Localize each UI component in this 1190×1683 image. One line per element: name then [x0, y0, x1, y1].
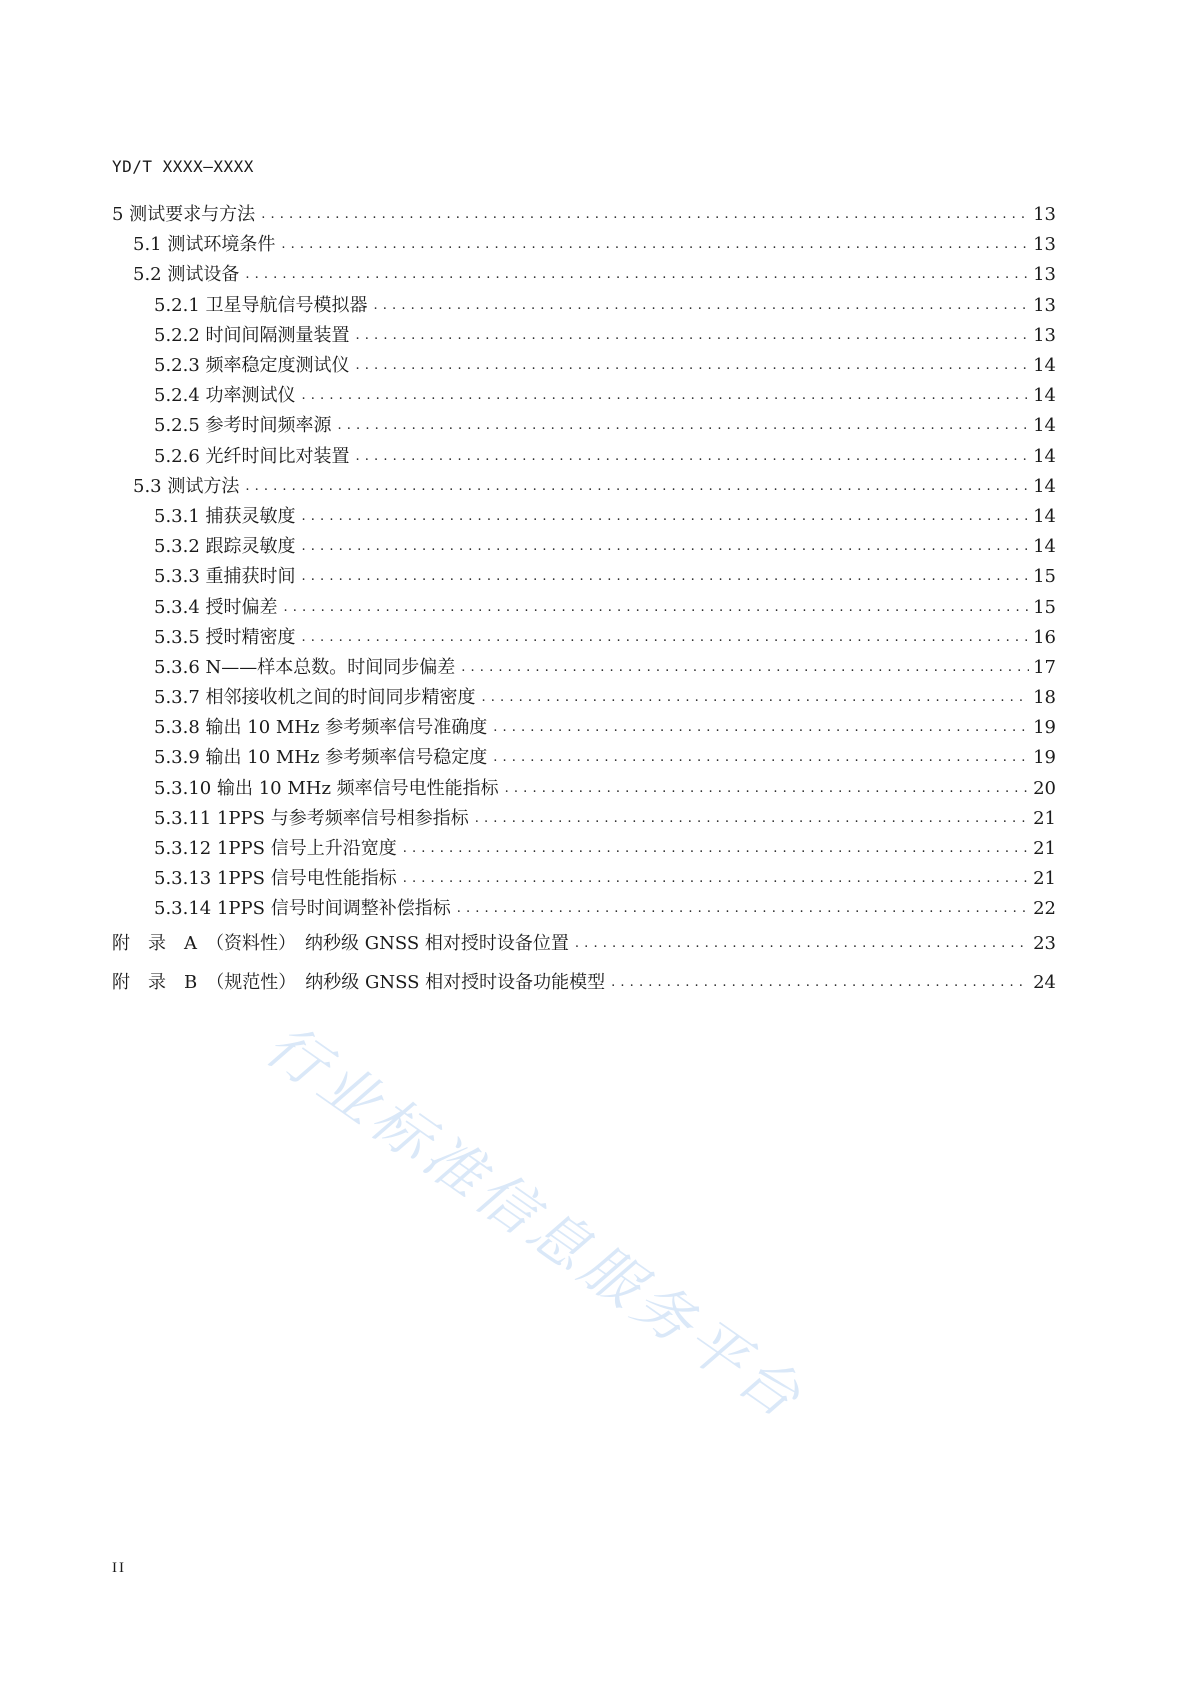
toc-entry-page: 15 — [1033, 566, 1056, 588]
toc-leader — [356, 321, 1030, 351]
toc-entry-label: 5.3.12 1PPS 信号上升沿宽度 — [154, 834, 403, 864]
toc-leader — [374, 291, 1030, 321]
toc-entry-label: 5.3.7 相邻接收机之间的时间同步精密度 — [154, 683, 482, 713]
toc-entry-label: 5.2.3 频率稳定度测试仪 — [154, 351, 356, 381]
toc-entry[interactable] — [112, 743, 1056, 773]
toc-entry-page: 21 — [1033, 868, 1056, 890]
toc-entry-page: 14 — [1033, 355, 1056, 377]
toc-entry-page: 15 — [1033, 596, 1056, 618]
toc-leader — [281, 230, 1029, 260]
toc-entry-label: 5.3.10 输出 10 MHz 频率信号电性能指标 — [154, 774, 505, 804]
watermark: 行业标准信息服务平台 — [253, 1010, 817, 1434]
toc-entry[interactable] — [112, 562, 1056, 592]
toc-entry[interactable] — [112, 411, 1056, 441]
toc-entry[interactable] — [112, 623, 1056, 653]
toc-leader — [245, 260, 1029, 290]
toc-leader — [505, 774, 1029, 804]
toc-entry-label: 5.3.14 1PPS 信号时间调整补偿指标 — [154, 894, 457, 924]
toc-entry-label: 5.2.2 时间间隔测量装置 — [154, 321, 356, 351]
toc-entry[interactable] — [112, 834, 1056, 864]
document-code: YD/T XXXX—XXXX — [112, 157, 254, 176]
toc-entry-page: 14 — [1033, 385, 1056, 407]
toc-leader — [575, 929, 1029, 959]
toc-entry-label: 5.3.1 捕获灵敏度 — [154, 502, 302, 532]
toc-entry-label: 5.3.6 N——样本总数。时间同步偏差 — [154, 653, 461, 683]
toc-entry[interactable] — [112, 713, 1056, 743]
toc-entry-label: 附 录 B （规范性） 纳秒级 GNSS 相对授时设备功能模型 — [112, 968, 611, 998]
toc-entry[interactable] — [112, 653, 1056, 683]
toc-entry-label: 5.2.6 光纤时间比对装置 — [154, 442, 356, 472]
toc-entry-label: 5.3.2 跟踪灵敏度 — [154, 532, 302, 562]
toc-entry-label: 5 测试要求与方法 — [112, 200, 261, 230]
toc-entry-page: 19 — [1033, 747, 1056, 769]
toc-leader — [403, 834, 1029, 864]
toc-entry-page: 14 — [1033, 475, 1056, 497]
toc-entry[interactable] — [112, 442, 1056, 472]
toc-entry-page: 14 — [1033, 536, 1056, 558]
toc-entry-page: 22 — [1033, 898, 1056, 920]
toc-leader — [461, 653, 1029, 683]
toc-leader — [284, 593, 1030, 623]
toc-entry-label: 5.3.5 授时精密度 — [154, 623, 302, 653]
toc-entry-label: 5.2.4 功率测试仪 — [154, 381, 302, 411]
toc-entry-label: 5.3.3 重捕获时间 — [154, 562, 302, 592]
toc-entry-label: 附 录 A （资料性） 纳秒级 GNSS 相对授时设备位置 — [112, 929, 575, 959]
toc-entry-label: 5.2.5 参考时间频率源 — [154, 411, 338, 441]
table-of-contents — [112, 200, 1056, 1003]
toc-entry-label: 5.3.8 输出 10 MHz 参考频率信号准确度 — [154, 713, 493, 743]
toc-leader — [403, 864, 1029, 894]
toc-entry[interactable] — [112, 230, 1056, 260]
toc-entry-label: 5.3.13 1PPS 信号电性能指标 — [154, 864, 403, 894]
toc-entry-page: 13 — [1033, 204, 1056, 226]
toc-leader — [482, 683, 1030, 713]
toc-entry[interactable] — [112, 804, 1056, 834]
toc-leader — [302, 502, 1030, 532]
toc-leader — [302, 562, 1030, 592]
toc-entry-appendix-b[interactable] — [112, 964, 1056, 1003]
toc-entry-label: 5.3.4 授时偏差 — [154, 593, 284, 623]
toc-leader — [356, 442, 1030, 472]
toc-entry[interactable] — [112, 291, 1056, 321]
toc-entry-page: 13 — [1033, 234, 1056, 256]
toc-entry-page: 13 — [1033, 324, 1056, 346]
toc-leader — [302, 381, 1030, 411]
toc-entry[interactable] — [112, 592, 1056, 622]
toc-entry-page: 24 — [1033, 972, 1056, 993]
page-number: II — [112, 1560, 126, 1576]
toc-leader — [302, 623, 1030, 653]
toc-entry-label: 5.2 测试设备 — [133, 260, 245, 290]
toc-entry-page: 13 — [1033, 264, 1056, 286]
toc-leader — [611, 968, 1029, 998]
toc-entry-page: 21 — [1033, 807, 1056, 829]
toc-entry[interactable] — [112, 351, 1056, 381]
toc-entry[interactable] — [112, 321, 1056, 351]
toc-entry-label: 5.3.9 输出 10 MHz 参考频率信号稳定度 — [154, 743, 493, 773]
toc-entry[interactable] — [112, 683, 1056, 713]
toc-entry[interactable] — [112, 894, 1056, 924]
toc-entry-page: 21 — [1033, 838, 1056, 860]
toc-entry-page: 14 — [1033, 445, 1056, 467]
toc-entry[interactable] — [112, 532, 1056, 562]
toc-leader — [493, 713, 1029, 743]
toc-entry[interactable] — [112, 381, 1056, 411]
toc-entry-page: 14 — [1033, 505, 1056, 527]
toc-leader — [457, 894, 1029, 924]
toc-entry-appendix-a[interactable] — [112, 925, 1056, 964]
toc-leader — [475, 804, 1029, 834]
toc-entry-page: 14 — [1033, 415, 1056, 437]
toc-leader — [338, 411, 1030, 441]
toc-leader — [245, 472, 1029, 502]
toc-entry-label: 5.2.1 卫星导航信号模拟器 — [154, 291, 374, 321]
toc-entry-page: 17 — [1033, 656, 1056, 678]
toc-entry[interactable] — [112, 472, 1056, 502]
toc-entry-page: 16 — [1033, 626, 1056, 648]
toc-entry[interactable] — [112, 260, 1056, 290]
toc-leader — [493, 743, 1029, 773]
toc-entry-page: 23 — [1033, 933, 1056, 954]
toc-entry-page: 20 — [1033, 777, 1056, 799]
toc-leader — [356, 351, 1030, 381]
toc-entry[interactable] — [112, 864, 1056, 894]
toc-leader — [302, 532, 1030, 562]
toc-entry[interactable] — [112, 502, 1056, 532]
toc-entry-label: 5.3 测试方法 — [133, 472, 245, 502]
toc-entry-page: 19 — [1033, 717, 1056, 739]
toc-leader — [261, 200, 1029, 230]
toc-entry-label: 5.3.11 1PPS 与参考频率信号相参指标 — [154, 804, 475, 834]
toc-entry[interactable] — [112, 774, 1056, 804]
toc-entry-page: 13 — [1033, 294, 1056, 316]
toc-entry-label: 5.1 测试环境条件 — [133, 230, 281, 260]
toc-entry[interactable] — [112, 200, 1056, 230]
toc-entry-page: 18 — [1033, 687, 1056, 709]
